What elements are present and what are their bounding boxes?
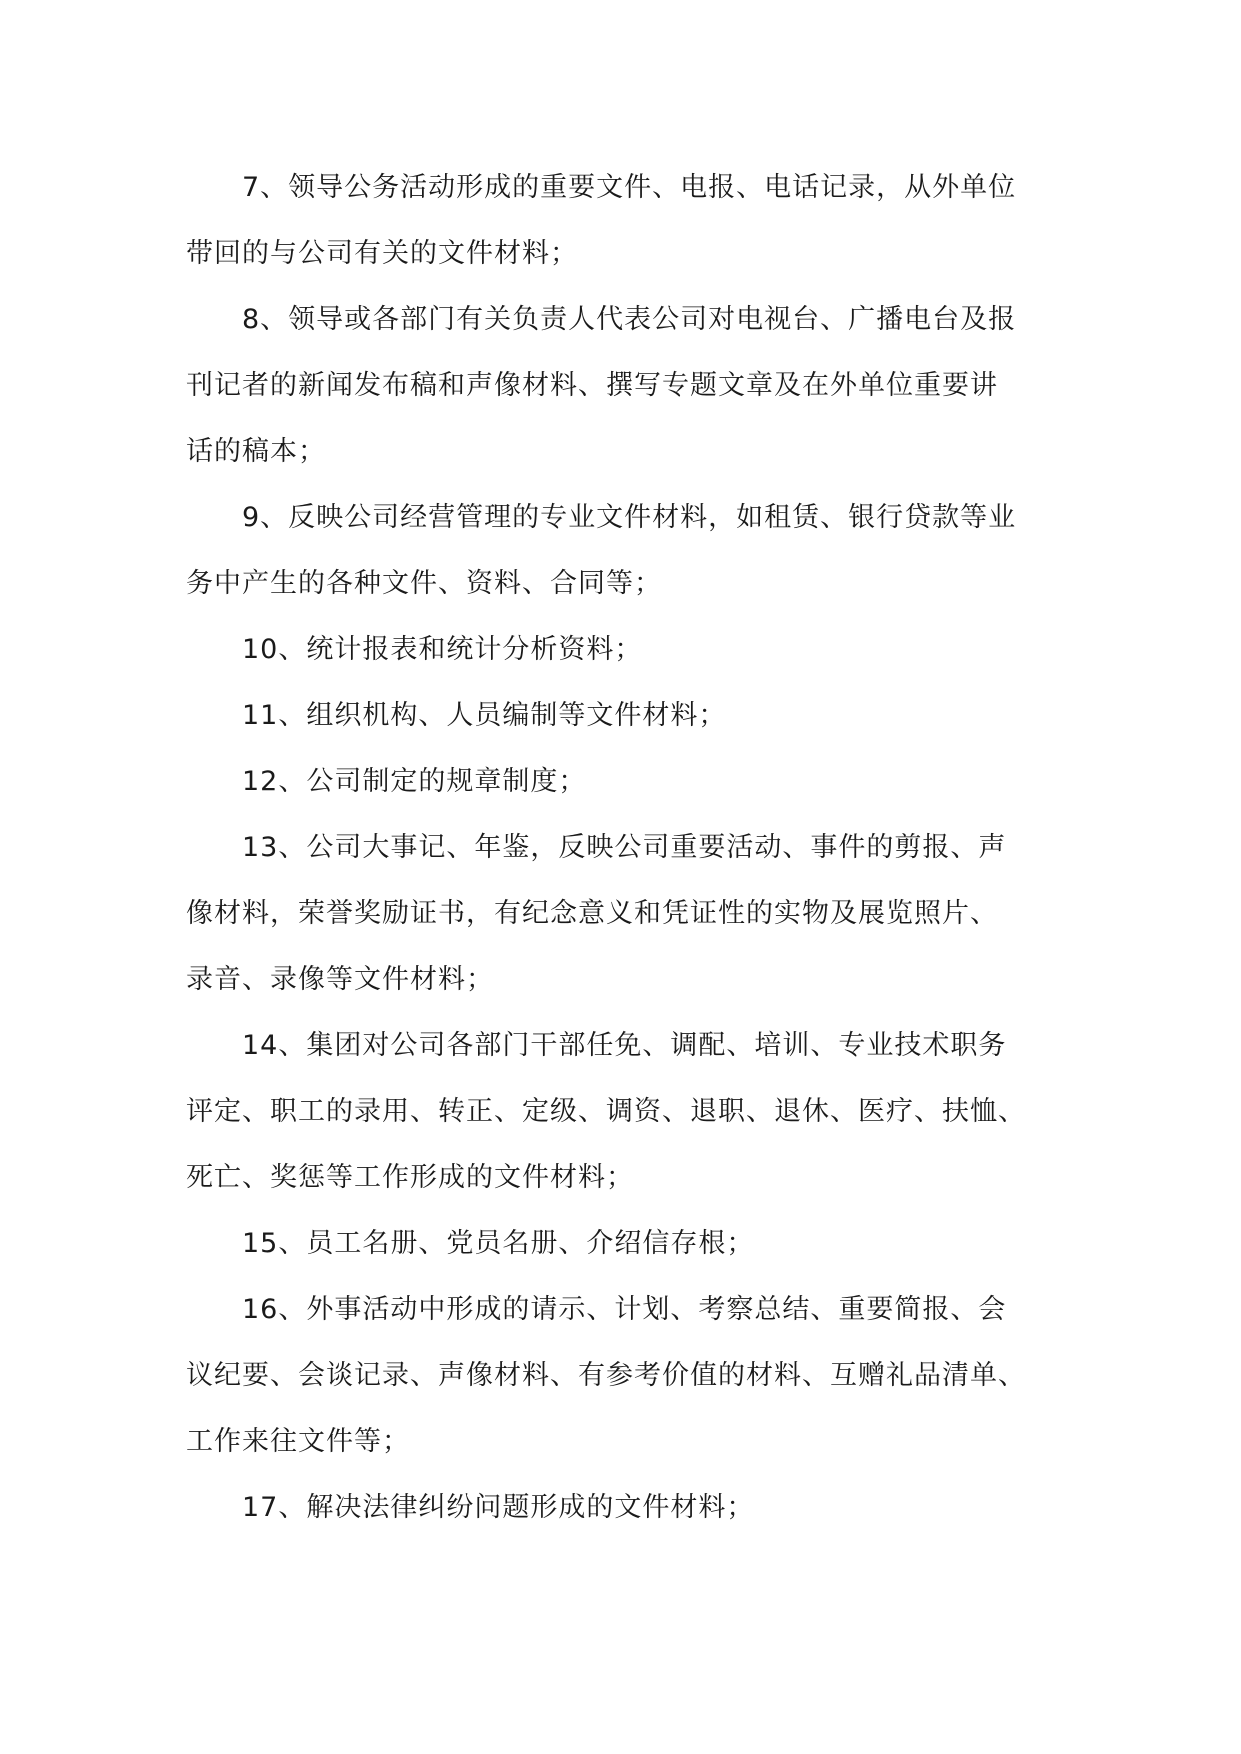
list-item-11-line-1: 11、组织机构、人员编制等文件材料； — [242, 700, 727, 731]
list-item-14-line-1: 14、集团对公司各部门干部任免、调配、培训、专业技术职务 — [242, 1030, 1007, 1061]
list-item-16-line-2: 议纪要、会谈记录、声像材料、有参考价值的材料、互赠礼品清单、 — [186, 1360, 1026, 1391]
list-item-8-line-1: 8、领导或各部门有关负责人代表公司对电视台、广播电台及报 — [242, 304, 1017, 335]
list-item-9-line-2: 务中产生的各种文件、资料、合同等； — [186, 568, 662, 599]
list-item-13-line-3: 录音、录像等文件材料； — [186, 964, 494, 995]
list-item-13-line-2: 像材料，荣誉奖励证书，有纪念意义和凭证性的实物及展览照片、 — [186, 898, 998, 929]
list-item-13 — [186, 815, 1056, 1013]
list-item-17-line-1: 17、解决法律纠纷问题形成的文件材料； — [242, 1492, 755, 1523]
list-item-8 — [186, 287, 1056, 485]
list-item-14 — [186, 1013, 1056, 1211]
list-item-16-line-1: 16、外事活动中形成的请示、计划、考察总结、重要简报、会 — [242, 1294, 1007, 1325]
list-item-11 — [186, 683, 1056, 749]
list-item-7 — [186, 155, 1056, 287]
list-item-17 — [186, 1475, 1056, 1541]
list-item-7-line-2: 带回的与公司有关的文件材料； — [186, 238, 578, 269]
list-item-7-line-1: 7、领导公务活动形成的重要文件、电报、电话记录，从外单位 — [242, 172, 1017, 203]
list-item-12-line-1: 12、公司制定的规章制度； — [242, 766, 587, 797]
list-item-9-line-1: 9、反映公司经营管理的专业文件材料，如租赁、银行贷款等业 — [242, 502, 1017, 533]
list-item-14-line-3: 死亡、奖惩等工作形成的文件材料； — [186, 1162, 634, 1193]
list-item-10-line-1: 10、统计报表和统计分析资料； — [242, 634, 643, 665]
list-item-15-line-1: 15、员工名册、党员名册、介绍信存根； — [242, 1228, 755, 1259]
list-item-16-line-3: 工作来往文件等； — [186, 1426, 410, 1457]
list-item-14-line-2: 评定、职工的录用、转正、定级、调资、退职、退休、医疗、扶恤、 — [186, 1096, 1026, 1127]
list-item-12 — [186, 749, 1056, 815]
list-item-8-line-3: 话的稿本； — [186, 436, 326, 467]
list-item-16 — [186, 1277, 1056, 1475]
list-item-15 — [186, 1211, 1056, 1277]
document-body — [186, 155, 1056, 1541]
list-item-8-line-2: 刊记者的新闻发布稿和声像材料、撰写专题文章及在外单位重要讲 — [186, 370, 998, 401]
list-item-9 — [186, 485, 1056, 617]
list-item-13-line-1: 13、公司大事记、年鉴，反映公司重要活动、事件的剪报、声 — [242, 832, 1007, 863]
list-item-10 — [186, 617, 1056, 683]
